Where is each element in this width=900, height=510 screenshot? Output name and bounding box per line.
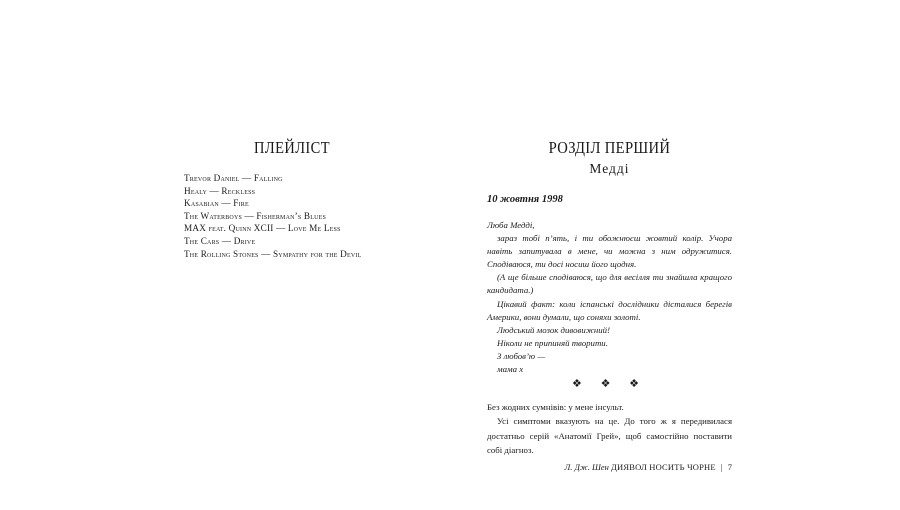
page-number: 7 [727,462,732,472]
running-footer [564,462,732,472]
letter-paragraph: Цікавий факт: коли іспанські дослідники дісталися берегів Америки, вони думали, що соняхи золоті. [487,298,732,322]
playlist-title: ПЛЕЙЛІСТ [254,138,330,157]
footer-book-title: ДИЯВОЛ НОСИТЬ ЧОРНЕ [611,462,716,472]
footer-separator: | [720,462,723,472]
playlist-track: Trevor Daniel — Falling [184,173,283,183]
letter-closing: З любов’ю — [497,350,546,361]
letter-greeting: Люба Медді, [487,220,535,230]
letter [487,219,732,376]
text-paragraph: Усі симптоми вказують на це. До того ж я передивилася достатньо серій «Анатомії Грей», щоб самостійно поставити собі діагноз. [487,416,732,456]
playlist-track: MAX feat. Quinn XCII — Love Me Less [184,223,341,234]
letter-signature: мама х [497,364,524,375]
chapter-title: РОЗДІЛ ПЕРШИЙ [548,138,671,157]
playlist-track: The Waterboys — Fisherman’s Blues [184,210,327,221]
letter-paragraph: (А ще більше сподіваюся, що для весілля ти знайшла кращого кандидата.) [487,272,732,296]
footer-author: Л. Дж. Шен [564,462,609,472]
letter-paragraph: зараз тобі п’ять, і ти обожнюєш жовтий колір. Учора навіть запитувала в мене, чи можна з ним одружитися. Сподіваюся, ти досі носиш його щодня. [487,233,732,270]
letter-date: 10 жовтня 1998 [487,194,563,205]
chapter-subtitle: Медді [589,161,630,176]
playlist-track: Kasabian — Fire [184,198,249,209]
playlist [184,172,361,260]
section-ornament: ❖ ❖ ❖ [571,378,648,390]
letter-paragraph: Людський мозок дивовижний! [497,324,610,335]
chapter-text [487,400,732,458]
playlist-track: The Cars — Drive [184,235,256,246]
letter-paragraph: Ніколи не припиняй творити. [497,337,608,348]
playlist-track: Healy — Reckless [184,185,256,196]
text-paragraph: Без жодних сумнівів: у мене інсульт. [487,402,624,412]
playlist-track: The Rolling Stones — Sympathy for the Devil [184,248,362,259]
